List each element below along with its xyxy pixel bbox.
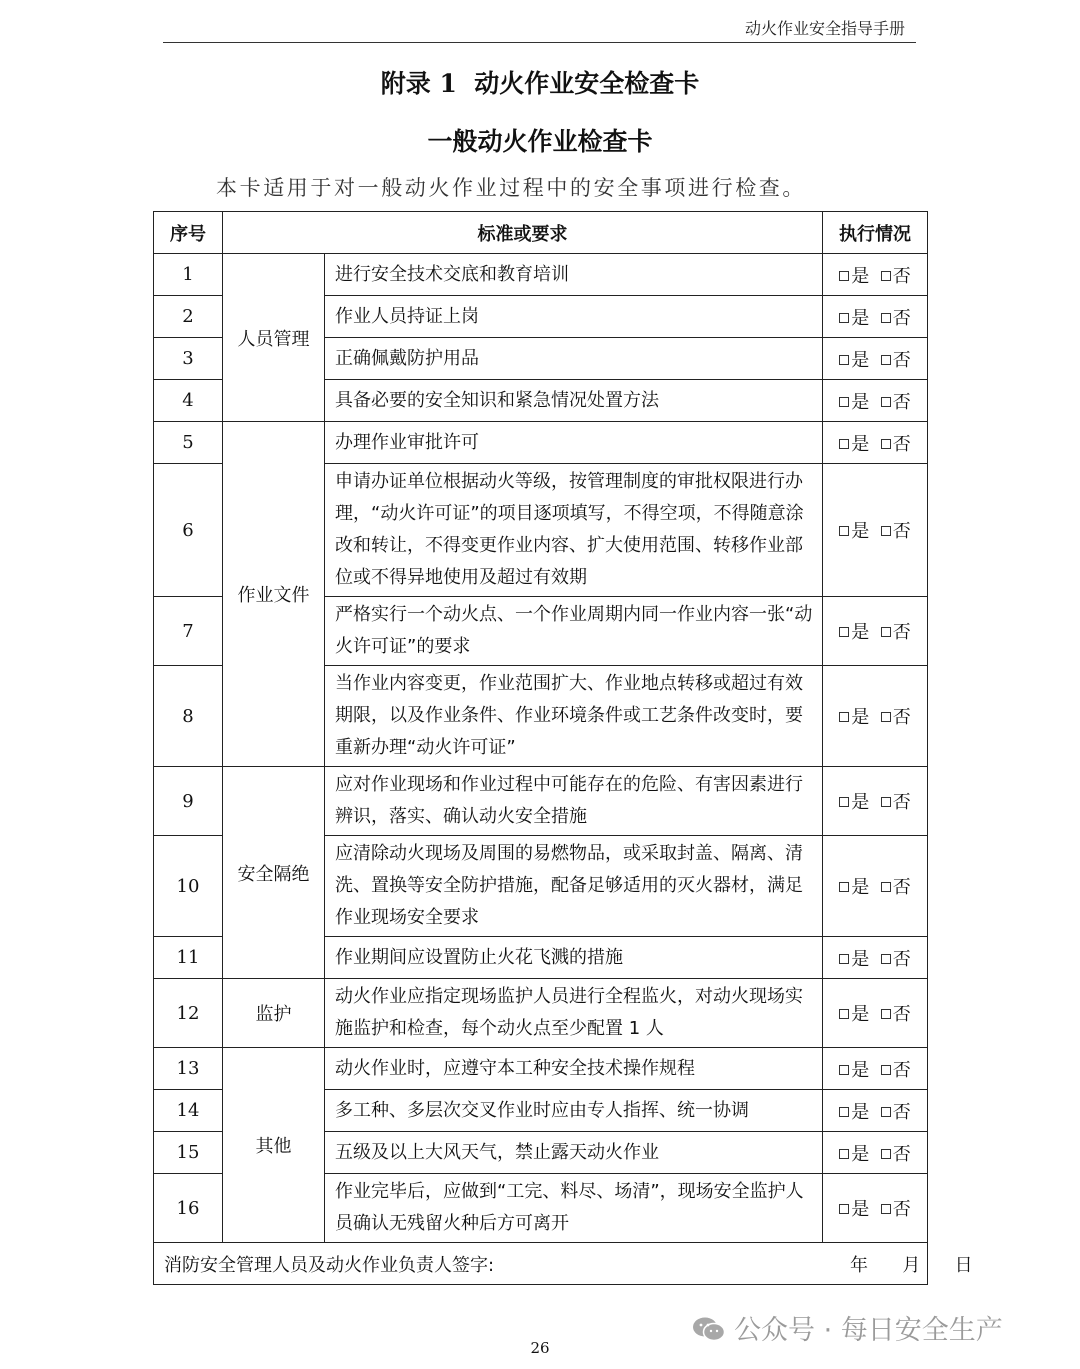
no-checkbox[interactable] xyxy=(881,1107,891,1117)
yes-label: 是 xyxy=(851,622,870,643)
category-cell: 作业文件 xyxy=(223,422,325,767)
yes-label: 是 xyxy=(851,707,870,728)
category-cell: 其他 xyxy=(223,1048,325,1243)
yes-label: 是 xyxy=(851,307,870,329)
no-checkbox[interactable] xyxy=(881,271,891,281)
row-number: 16 xyxy=(154,1174,223,1243)
row-number: 5 xyxy=(154,422,223,464)
row-number: 3 xyxy=(154,338,223,380)
yes-label: 是 xyxy=(851,433,870,455)
row-number: 6 xyxy=(154,464,223,597)
table-header-row xyxy=(154,212,928,254)
header-title: 动火作业安全指导手册 xyxy=(744,19,905,38)
no-label: 否 xyxy=(892,707,911,728)
row-number: 9 xyxy=(154,767,223,836)
row-number: 15 xyxy=(154,1132,223,1174)
no-label: 否 xyxy=(892,1199,911,1220)
yes-checkbox[interactable] xyxy=(839,1204,849,1214)
requirement-text: 多工种、多层次交叉作业时应由专人指挥、统一协调 xyxy=(325,1090,823,1132)
no-checkbox[interactable] xyxy=(881,355,891,365)
yes-label: 是 xyxy=(851,1004,870,1025)
requirement-text: 正确佩戴防护用品 xyxy=(325,338,823,380)
no-label: 否 xyxy=(892,1004,911,1025)
yes-checkbox[interactable] xyxy=(839,397,849,407)
status-options xyxy=(823,464,928,597)
row-number: 12 xyxy=(154,979,223,1048)
no-label: 否 xyxy=(892,1143,911,1165)
no-checkbox[interactable] xyxy=(881,1149,891,1159)
category-cell: 安全隔绝 xyxy=(223,767,325,979)
table-row xyxy=(154,767,928,836)
no-label: 否 xyxy=(892,521,911,542)
header-no: 序号 xyxy=(154,212,223,254)
yes-label: 是 xyxy=(851,391,870,413)
header-divider xyxy=(163,42,916,43)
no-checkbox[interactable] xyxy=(881,712,891,722)
no-label: 否 xyxy=(892,265,911,287)
yes-checkbox[interactable] xyxy=(839,797,849,807)
requirement-text: 严格实行一个动火点、一个作业周期内同一作业内容一张“动火许可证”的要求 xyxy=(325,597,823,666)
table-row xyxy=(154,254,928,296)
row-number: 13 xyxy=(154,1048,223,1090)
no-checkbox[interactable] xyxy=(881,1065,891,1075)
requirement-text: 动火作业时，应遵守本工种安全技术操作规程 xyxy=(325,1048,823,1090)
no-checkbox[interactable] xyxy=(881,313,891,323)
no-label: 否 xyxy=(892,433,911,455)
yes-label: 是 xyxy=(851,1199,870,1220)
header-status: 执行情况 xyxy=(823,212,928,254)
yes-label: 是 xyxy=(851,948,870,970)
yes-label: 是 xyxy=(851,1059,870,1081)
yes-checkbox[interactable] xyxy=(839,1009,849,1019)
requirement-text: 申请办证单位根据动火等级，按管理制度的审批权限进行办理，“动火许可证”的项目逐项填写，不得空项，不得随意涂改和转让，不得变更作业内容、扩大使用范围、转移作业部位或不得异地使用及超过有效期 xyxy=(325,464,823,597)
status-options xyxy=(823,767,928,836)
no-checkbox[interactable] xyxy=(881,526,891,536)
no-label: 否 xyxy=(892,622,911,643)
signature-cell[interactable] xyxy=(154,1243,973,1285)
requirement-text: 作业完毕后，应做到“工完、料尽、场清”，现场安全监护人员确认无残留火种后方可离开 xyxy=(325,1174,823,1243)
row-number: 7 xyxy=(154,597,223,666)
no-checkbox[interactable] xyxy=(881,954,891,964)
no-label: 否 xyxy=(892,307,911,329)
yes-checkbox[interactable] xyxy=(839,526,849,536)
requirement-text: 办理作业审批许可 xyxy=(325,422,823,464)
row-number: 1 xyxy=(154,254,223,296)
signature-date: 年 月 日 xyxy=(850,1254,973,1276)
requirement-text: 五级及以上大风天气，禁止露天动火作业 xyxy=(325,1132,823,1174)
no-label: 否 xyxy=(892,391,911,413)
status-options xyxy=(823,937,928,979)
no-checkbox[interactable] xyxy=(881,627,891,637)
signature-row xyxy=(154,1243,928,1285)
yes-checkbox[interactable] xyxy=(839,954,849,964)
yes-checkbox[interactable] xyxy=(839,313,849,323)
category-cell: 人员管理 xyxy=(223,254,325,422)
status-options xyxy=(823,979,928,1048)
no-checkbox[interactable] xyxy=(881,1009,891,1019)
no-label: 否 xyxy=(892,877,911,898)
no-checkbox[interactable] xyxy=(881,439,891,449)
yes-label: 是 xyxy=(851,349,870,371)
yes-checkbox[interactable] xyxy=(839,882,849,892)
row-number: 2 xyxy=(154,296,223,338)
status-options xyxy=(823,338,928,380)
row-number: 8 xyxy=(154,666,223,767)
table-row xyxy=(154,1048,928,1090)
row-number: 14 xyxy=(154,1090,223,1132)
status-options xyxy=(823,836,928,937)
requirement-text: 作业人员持证上岗 xyxy=(325,296,823,338)
yes-checkbox[interactable] xyxy=(839,271,849,281)
status-options xyxy=(823,380,928,422)
status-options xyxy=(823,597,928,666)
yes-checkbox[interactable] xyxy=(839,627,849,637)
status-options xyxy=(823,1132,928,1174)
no-label: 否 xyxy=(892,948,911,970)
inspection-table xyxy=(153,211,973,1285)
row-number: 4 xyxy=(154,380,223,422)
signature-label: 消防安全管理人员及动火作业负责人签字: xyxy=(164,1254,495,1276)
requirement-text: 作业期间应设置防止火花飞溅的措施 xyxy=(325,937,823,979)
yes-checkbox[interactable] xyxy=(839,1149,849,1159)
no-label: 否 xyxy=(892,1059,911,1081)
yes-label: 是 xyxy=(851,265,870,287)
yes-checkbox[interactable] xyxy=(839,439,849,449)
yes-label: 是 xyxy=(851,877,870,898)
no-label: 否 xyxy=(892,349,911,371)
no-label: 否 xyxy=(892,792,911,813)
page-number: 26 xyxy=(530,1339,550,1357)
yes-label: 是 xyxy=(851,1143,870,1165)
document-subtitle: 一般动火作业检查卡 xyxy=(427,127,653,156)
requirement-text: 动火作业应指定现场监护人员进行全程监火，对动火现场实施监护和检查，每个动火点至少配置 1 人 xyxy=(325,979,823,1048)
category-cell: 监护 xyxy=(223,979,325,1048)
row-number: 11 xyxy=(154,937,223,979)
no-checkbox[interactable] xyxy=(881,797,891,807)
no-checkbox[interactable] xyxy=(881,1204,891,1214)
no-checkbox[interactable] xyxy=(881,397,891,407)
status-options xyxy=(823,1174,928,1243)
intro-text: 本卡适用于对一般动火作业过程中的安全事项进行检查。 xyxy=(216,176,806,200)
watermark-text: 公众号 · 每日安全生产 xyxy=(734,1315,1003,1346)
yes-checkbox[interactable] xyxy=(839,1065,849,1075)
status-options xyxy=(823,666,928,767)
status-options xyxy=(823,296,928,338)
requirement-text: 具备必要的安全知识和紧急情况处置方法 xyxy=(325,380,823,422)
table-row xyxy=(154,422,928,464)
requirement-text: 进行安全技术交底和教育培训 xyxy=(325,254,823,296)
no-label: 否 xyxy=(892,1101,911,1123)
yes-checkbox[interactable] xyxy=(839,1107,849,1117)
yes-checkbox[interactable] xyxy=(839,712,849,722)
yes-label: 是 xyxy=(851,521,870,542)
yes-label: 是 xyxy=(851,1101,870,1123)
no-checkbox[interactable] xyxy=(881,882,891,892)
status-options xyxy=(823,422,928,464)
requirement-text: 当作业内容变更，作业范围扩大、作业地点转移或超过有效期限，以及作业条件、作业环境条件或工艺条件改变时，要重新办理“动火许可证” xyxy=(325,666,823,767)
status-options xyxy=(823,254,928,296)
status-options xyxy=(823,1048,928,1090)
row-number: 10 xyxy=(154,836,223,937)
table-row xyxy=(154,979,928,1048)
yes-label: 是 xyxy=(851,792,870,813)
requirement-text: 应对作业现场和作业过程中可能存在的危险、有害因素进行辨识，落实、确认动火安全措施 xyxy=(325,767,823,836)
requirement-text: 应清除动火现场及周围的易燃物品，或采取封盖、隔离、清洗、置换等安全防护措施，配备足够适用的灭火器材，满足作业现场安全要求 xyxy=(325,836,823,937)
yes-checkbox[interactable] xyxy=(839,355,849,365)
header-requirement: 标准或要求 xyxy=(223,212,823,254)
status-options xyxy=(823,1090,928,1132)
document-title: 附录 1 动火作业安全检查卡 xyxy=(380,69,700,98)
